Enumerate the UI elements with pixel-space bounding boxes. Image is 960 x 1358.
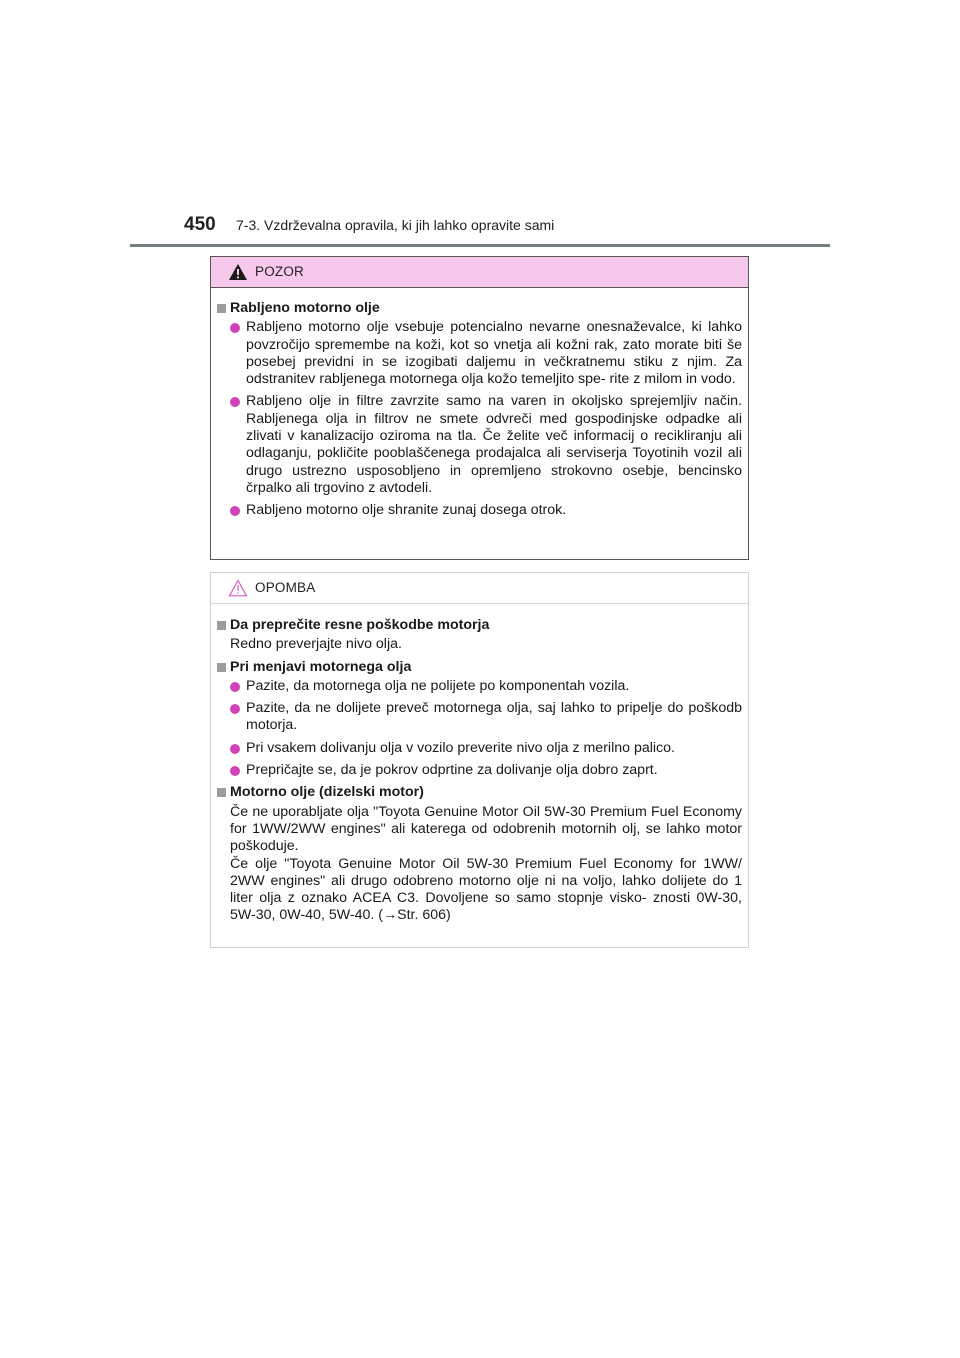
list-item: Rabljeno olje in filtre zavrzite samo na varen in okoljsko sprejemljiv način. Rabljenega olja in filtrov ne smete odvreči med gospodinjske odpadke ali zlivati v kanalizacijo oziroma na tla. Če želite več informacij o recikliranju ali odlaganju, pokličite pooblaščenega prodajalca ali serviserja Toyotinih vozil ali drugo ustrezno usposobljeno in opremljeno strokovno osebje, bencinsko črpalko ali trgovino z avtodeli. bbox=[230, 393, 742, 497]
bullet-dot-icon bbox=[230, 682, 240, 692]
page-header bbox=[130, 214, 830, 244]
bullet-dot-icon bbox=[230, 766, 240, 776]
list-item: Rabljeno motorno olje vsebuje potencialno nevarne onesnaževalce, ki lahko povzročijo spremembe na koži, kot so vnetja ali kožni rak, zato morate biti še posebej previdni in se izogibati daljemu in večkratnemu stiku z njim. Za odstranitev rabljenega motornega olja kožo temeljito spe- rite z milom in vodo. bbox=[230, 319, 742, 388]
section-text bbox=[230, 804, 742, 925]
warning-box bbox=[210, 256, 749, 560]
section-square-icon bbox=[217, 621, 226, 630]
section-title: Motorno olje (dizelski motor) bbox=[217, 784, 742, 801]
bullet-dot-icon bbox=[230, 397, 240, 407]
list-item: Pazite, da ne dolijete preveč motornega olja, saj lahko to pripelje do poškodb motorja. bbox=[230, 700, 742, 735]
list-item: Prepričajte se, da je pokrov odprtine za dolivanje olja dobro zaprt. bbox=[230, 762, 742, 779]
note-box-header bbox=[211, 573, 748, 604]
bullet-dot-icon bbox=[230, 704, 240, 714]
list-item: Rabljeno motorno olje shranite zunaj dosega otrok. bbox=[230, 502, 742, 519]
warning-triangle-outline-icon bbox=[228, 579, 248, 597]
paragraph: Če olje "Toyota Genuine Motor Oil 5W-30 Premium Fuel Economy for 1WW/ 2WW engines" ali drugo odobreno motorno olje ni na voljo, lahko dolijete do 1 liter olja z oznako ACEA C3. Dovoljene so samo stopnje visko- znosti 0W-30, 5W-30, 0W-40, 5W-40. (→Str. 606) bbox=[230, 855, 742, 924]
note-box bbox=[210, 572, 749, 948]
paragraph: Če ne uporabljate olja "Toyota Genuine Motor Oil 5W-30 Premium Fuel Economy for 1WW/2WW engines" ali katerega od odobrenih motornih olj, se lahko motor poškoduje. bbox=[230, 803, 742, 855]
chapter-title: 7-3. Vzdrževalna opravila, ki jih lahko opravite sami bbox=[236, 217, 555, 233]
section-text: Redno preverjajte nivo olja. bbox=[230, 636, 402, 653]
warning-label: POZOR bbox=[255, 264, 305, 279]
warning-box-body bbox=[211, 288, 748, 520]
note-label: OPOMBA bbox=[255, 580, 316, 595]
page-number: 450 bbox=[184, 214, 216, 235]
section-square-icon bbox=[217, 788, 226, 797]
warning-box-header bbox=[211, 257, 748, 288]
list-item: Pri vsakem dolivanju olja v vozilo preverite nivo olja z merilno palico. bbox=[230, 740, 742, 757]
section-square-icon bbox=[217, 304, 226, 313]
bullet-dot-icon bbox=[230, 744, 240, 754]
bullet-dot-icon bbox=[230, 506, 240, 516]
section-square-icon bbox=[217, 663, 226, 672]
bullet-dot-icon bbox=[230, 323, 240, 333]
section-title: Rabljeno motorno olje bbox=[217, 300, 742, 317]
warning-triangle-filled-icon bbox=[228, 263, 248, 281]
note-box-body bbox=[211, 604, 748, 925]
section-title: Pri menjavi motornega olja bbox=[217, 659, 742, 676]
header-rule bbox=[130, 244, 830, 247]
list-item: Pazite, da motornega olja ne polijete po komponentah vozila. bbox=[230, 678, 742, 695]
section-title: Da preprečite resne poškodbe motorja bbox=[217, 617, 742, 634]
